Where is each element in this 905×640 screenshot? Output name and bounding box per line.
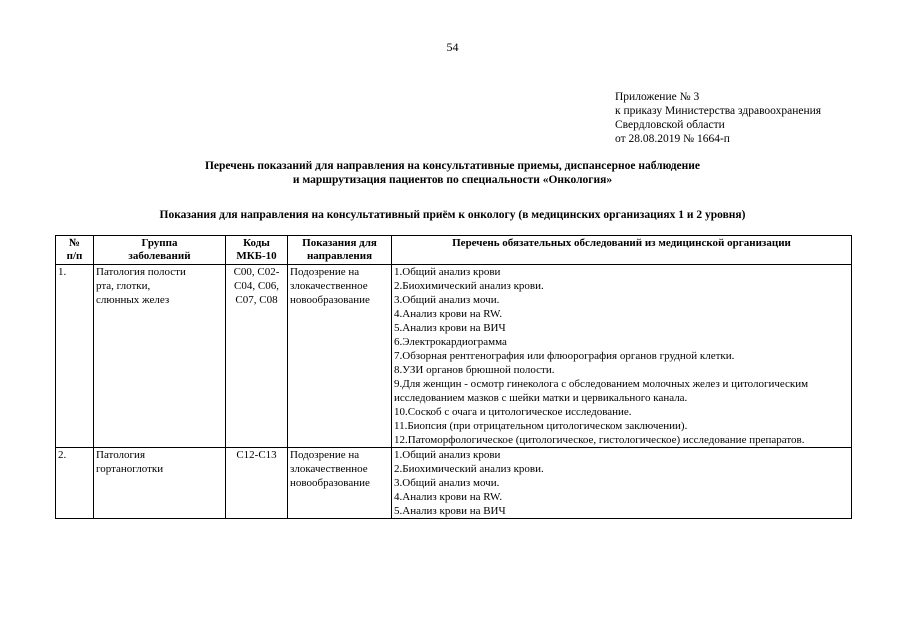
exam-item: 12.Патоморфологическое (цитологическое, гистологическое) исследование препаратов. <box>394 434 805 446</box>
header-group <box>94 236 226 265</box>
exam-item: 2.Биохимический анализ крови. <box>394 280 544 292</box>
section-title: Показания для направления на консультативный приём к онкологу (в медицинских организациях 1 и 2 уровня) <box>159 209 746 221</box>
header-num <box>56 236 94 265</box>
header-indication <box>288 236 392 265</box>
row-num: 2. <box>56 448 94 519</box>
exam-item: 7.Обзорная рентгенография или флюорография органов грудной клетки. <box>394 350 735 362</box>
cell-line: Патология полости <box>96 266 186 278</box>
row-num: 1. <box>56 265 94 448</box>
row-codes <box>226 265 288 448</box>
header-line: № <box>68 237 81 249</box>
document-title <box>0 159 905 187</box>
cell-line: Патология <box>96 449 146 461</box>
header-line: Показания для <box>302 237 377 249</box>
header-line: п/п <box>66 250 83 262</box>
exam-item: 4.Анализ крови на RW. <box>394 491 503 503</box>
document-title-line: и маршрутизация пациентов по специальности «Онкология» <box>292 174 613 186</box>
row-exams <box>392 265 852 448</box>
header-exams <box>392 236 852 265</box>
cell-line: Подозрение на <box>290 449 360 461</box>
page-number: 54 <box>446 40 459 54</box>
row-indication <box>288 448 392 519</box>
exam-item: 3.Общий анализ мочи. <box>394 294 500 306</box>
cell-line: рта, глотки, <box>96 280 151 292</box>
cell-line: С04, С06, <box>234 280 279 292</box>
header-line: Перечень обязательных обследований из медицинской организации <box>452 237 791 249</box>
exam-item: 9.Для женщин - осмотр гинеколога с обследованием молочных желез и цитологическим исследованием мазков с шейки матки и цервикального канала. <box>394 378 809 404</box>
cell-line: слюнных желез <box>96 294 170 306</box>
cell-line: новообразование <box>290 294 370 306</box>
header-line: направления <box>306 250 373 262</box>
header-line: заболеваний <box>128 250 191 262</box>
document-title-line: Перечень показаний для направления на консультативные приемы, диспансерное наблюдение <box>204 160 701 172</box>
header-line: Коды <box>243 237 270 249</box>
appendix-block <box>615 90 821 146</box>
row-group <box>94 265 226 448</box>
cell-line: новообразование <box>290 477 370 489</box>
table-row <box>56 265 852 448</box>
cell-line: Подозрение на <box>290 266 360 278</box>
exam-item: 5.Анализ крови на ВИЧ <box>394 322 506 334</box>
cell-line: С07, С08 <box>235 294 278 306</box>
cell-line: злокачественное <box>290 463 368 475</box>
exam-item: 4.Анализ крови на RW. <box>394 308 503 320</box>
exam-item: 10.Соскоб с очага и цитологическое исследование. <box>394 406 632 418</box>
cell-line: С00, С02- <box>233 266 280 278</box>
exam-item: 8.УЗИ органов брюшной полости. <box>394 364 555 376</box>
appendix-line: Свердловской области <box>615 119 725 131</box>
appendix-line: Приложение № 3 <box>615 91 700 103</box>
table-row <box>56 448 852 519</box>
appendix-line: к приказу Министерства здравоохранения <box>615 105 822 117</box>
indications-table <box>55 235 852 519</box>
exam-item: 2.Биохимический анализ крови. <box>394 463 544 475</box>
cell-line: гортаноглотки <box>96 463 164 475</box>
exam-item: 1.Общий анализ крови <box>394 449 501 461</box>
exam-item: 11.Биопсия (при отрицательном цитологическом заключении). <box>394 420 688 432</box>
row-codes <box>226 448 288 519</box>
cell-line: С12-С13 <box>236 449 277 461</box>
header-codes <box>226 236 288 265</box>
row-indication <box>288 265 392 448</box>
exam-item: 6.Электрокардиограмма <box>394 336 507 348</box>
row-exams <box>392 448 852 519</box>
exam-item: 1.Общий анализ крови <box>394 266 501 278</box>
header-line: Группа <box>141 237 178 249</box>
cell-line: злокачественное <box>290 280 368 292</box>
exam-item: 3.Общий анализ мочи. <box>394 477 500 489</box>
header-line: МКБ-10 <box>236 250 277 262</box>
table-header-row <box>56 236 852 265</box>
appendix-line: от 28.08.2019 № 1664-п <box>615 133 730 145</box>
exam-item: 5.Анализ крови на ВИЧ <box>394 505 506 517</box>
row-group <box>94 448 226 519</box>
